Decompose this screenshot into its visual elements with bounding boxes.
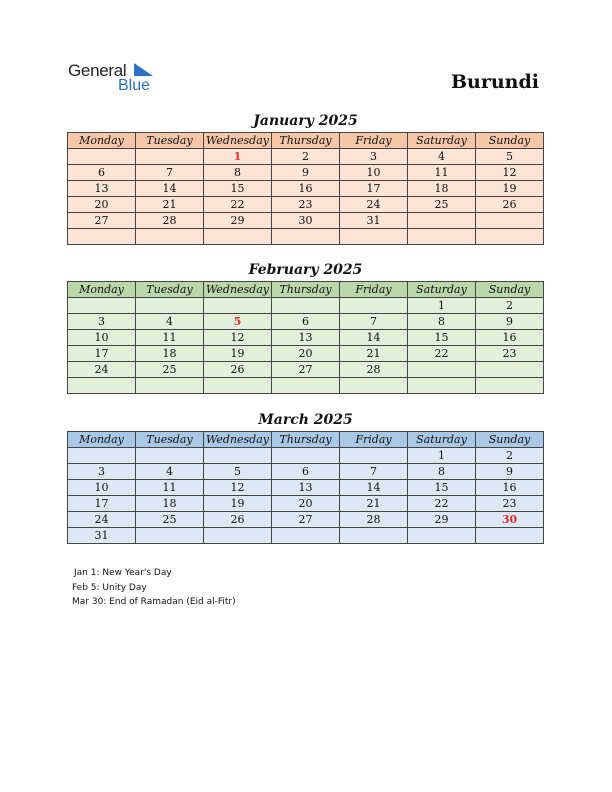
day-cell: 2: [272, 149, 340, 165]
week-row: [68, 464, 544, 480]
empty-day-cell: [204, 298, 272, 314]
day-cell: 1: [408, 298, 476, 314]
day-cell: 7: [340, 464, 408, 480]
week-row: [68, 362, 544, 378]
empty-day-cell: [136, 298, 204, 314]
day-cell: 24: [68, 512, 136, 528]
day-cell: 17: [68, 496, 136, 512]
empty-day-cell: [408, 362, 476, 378]
day-cell: 20: [68, 197, 136, 213]
day-cell: 23: [476, 496, 544, 512]
day-cell: 14: [340, 330, 408, 346]
weekday-header: Thursday: [272, 432, 340, 448]
weekday-header: Monday: [68, 432, 136, 448]
empty-day-cell: [68, 149, 136, 165]
brand-general-text: General: [68, 61, 127, 80]
day-cell: 13: [68, 181, 136, 197]
empty-day-cell: [340, 229, 408, 245]
week-row: [68, 512, 544, 528]
month-march: [67, 411, 544, 544]
weekday-header-row: [68, 133, 544, 149]
day-cell: 29: [204, 213, 272, 229]
weekday-header-row: [68, 432, 544, 448]
brand-blue-text: Blue: [118, 77, 151, 94]
day-cell: 27: [68, 213, 136, 229]
day-cell: 11: [408, 165, 476, 181]
holiday-day-cell: 5: [204, 314, 272, 330]
day-cell: 22: [408, 346, 476, 362]
empty-day-cell: [68, 229, 136, 245]
week-row: [68, 314, 544, 330]
day-cell: 5: [476, 149, 544, 165]
weekday-header: Tuesday: [136, 432, 204, 448]
empty-day-cell: [136, 528, 204, 544]
day-cell: 4: [136, 314, 204, 330]
day-cell: 27: [272, 512, 340, 528]
day-cell: 19: [204, 346, 272, 362]
empty-day-cell: [272, 298, 340, 314]
day-cell: 16: [476, 480, 544, 496]
weekday-header: Thursday: [272, 282, 340, 298]
week-row: [68, 378, 544, 394]
day-cell: 8: [408, 464, 476, 480]
empty-day-cell: [408, 528, 476, 544]
month-title: March 2025: [258, 412, 353, 428]
day-cell: 22: [408, 496, 476, 512]
holiday-note: Feb 5: Unity Day: [72, 582, 147, 593]
day-cell: 22: [204, 197, 272, 213]
weekday-header: Sunday: [476, 432, 544, 448]
day-cell: 19: [204, 496, 272, 512]
day-cell: 31: [340, 213, 408, 229]
holiday-note: Mar 30: End of Ramadan (Eid al-Fitr): [72, 597, 236, 607]
empty-day-cell: [272, 378, 340, 394]
empty-day-cell: [340, 448, 408, 464]
empty-day-cell: [204, 229, 272, 245]
weekday-header: Wednesday: [204, 432, 272, 448]
week-row: [68, 213, 544, 229]
empty-day-cell: [476, 213, 544, 229]
week-row: [68, 346, 544, 362]
day-cell: 10: [68, 330, 136, 346]
day-cell: 9: [476, 464, 544, 480]
day-cell: 15: [408, 480, 476, 496]
month-january: [67, 112, 544, 245]
day-cell: 13: [272, 330, 340, 346]
day-cell: 20: [272, 346, 340, 362]
month-february: [67, 261, 544, 394]
holiday-notes: [74, 566, 236, 610]
day-cell: 4: [408, 149, 476, 165]
day-cell: 15: [204, 181, 272, 197]
empty-day-cell: [340, 378, 408, 394]
day-cell: 25: [408, 197, 476, 213]
calendar-table: [67, 431, 544, 544]
day-cell: 8: [408, 314, 476, 330]
week-row: [68, 528, 544, 544]
day-cell: 28: [340, 362, 408, 378]
day-cell: 15: [408, 330, 476, 346]
weekday-header: Friday: [340, 432, 408, 448]
day-cell: 14: [136, 181, 204, 197]
empty-day-cell: [136, 229, 204, 245]
day-cell: 29: [408, 512, 476, 528]
month-title: January 2025: [253, 113, 358, 129]
day-cell: 23: [272, 197, 340, 213]
empty-day-cell: [408, 229, 476, 245]
day-cell: 10: [340, 165, 408, 181]
day-cell: 18: [136, 496, 204, 512]
weekday-header: Sunday: [476, 282, 544, 298]
day-cell: 23: [476, 346, 544, 362]
empty-day-cell: [204, 528, 272, 544]
weekday-header: Saturday: [408, 432, 476, 448]
day-cell: 21: [340, 496, 408, 512]
week-row: [68, 298, 544, 314]
weekday-header: Tuesday: [136, 282, 204, 298]
day-cell: 25: [136, 512, 204, 528]
day-cell: 16: [272, 181, 340, 197]
day-cell: 7: [136, 165, 204, 181]
empty-day-cell: [68, 298, 136, 314]
empty-day-cell: [408, 378, 476, 394]
weekday-header: Saturday: [408, 133, 476, 149]
week-row: [68, 330, 544, 346]
empty-day-cell: [136, 149, 204, 165]
day-cell: 18: [136, 346, 204, 362]
day-cell: 4: [136, 464, 204, 480]
day-cell: 3: [68, 314, 136, 330]
empty-day-cell: [476, 378, 544, 394]
day-cell: 11: [136, 480, 204, 496]
weekday-header: Friday: [340, 282, 408, 298]
day-cell: 26: [476, 197, 544, 213]
day-cell: 28: [340, 512, 408, 528]
calendar-table: [67, 281, 544, 394]
day-cell: 10: [68, 480, 136, 496]
empty-day-cell: [340, 298, 408, 314]
empty-day-cell: [272, 448, 340, 464]
brand-logo: [68, 60, 168, 100]
day-cell: 3: [68, 464, 136, 480]
day-cell: 3: [340, 149, 408, 165]
day-cell: 25: [136, 362, 204, 378]
day-cell: 21: [340, 346, 408, 362]
day-cell: 31: [68, 528, 136, 544]
day-cell: 24: [340, 197, 408, 213]
day-cell: 8: [204, 165, 272, 181]
weekday-header-row: [68, 282, 544, 298]
day-cell: 12: [204, 330, 272, 346]
empty-day-cell: [408, 213, 476, 229]
day-cell: 16: [476, 330, 544, 346]
empty-day-cell: [136, 448, 204, 464]
day-cell: 19: [476, 181, 544, 197]
empty-day-cell: [476, 528, 544, 544]
empty-day-cell: [136, 378, 204, 394]
day-cell: 6: [272, 314, 340, 330]
weekday-header: Wednesday: [204, 133, 272, 149]
day-cell: 9: [272, 165, 340, 181]
day-cell: 6: [272, 464, 340, 480]
day-cell: 26: [204, 362, 272, 378]
day-cell: 17: [340, 181, 408, 197]
day-cell: 26: [204, 512, 272, 528]
day-cell: 28: [136, 213, 204, 229]
holiday-day-cell: 1: [204, 149, 272, 165]
day-cell: 7: [340, 314, 408, 330]
week-row: [68, 496, 544, 512]
day-cell: 18: [408, 181, 476, 197]
day-cell: 17: [68, 346, 136, 362]
weekday-header: Friday: [340, 133, 408, 149]
empty-day-cell: [340, 528, 408, 544]
month-title: February 2025: [248, 262, 363, 278]
holiday-note: Jan 1: New Year's Day: [74, 568, 172, 578]
week-row: [68, 480, 544, 496]
empty-day-cell: [204, 378, 272, 394]
empty-day-cell: [68, 448, 136, 464]
weekday-header: Monday: [68, 282, 136, 298]
empty-day-cell: [68, 378, 136, 394]
week-row: [68, 448, 544, 464]
day-cell: 11: [136, 330, 204, 346]
empty-day-cell: [272, 229, 340, 245]
day-cell: 20: [272, 496, 340, 512]
week-row: [68, 229, 544, 245]
day-cell: 27: [272, 362, 340, 378]
day-cell: 12: [204, 480, 272, 496]
day-cell: 1: [408, 448, 476, 464]
weekday-header: Sunday: [476, 133, 544, 149]
day-cell: 2: [476, 448, 544, 464]
weekday-header: Monday: [68, 133, 136, 149]
empty-day-cell: [476, 229, 544, 245]
weekday-header: Wednesday: [204, 282, 272, 298]
week-row: [68, 181, 544, 197]
day-cell: 12: [476, 165, 544, 181]
weekday-header: Thursday: [272, 133, 340, 149]
day-cell: 14: [340, 480, 408, 496]
weekday-header: Tuesday: [136, 133, 204, 149]
day-cell: 24: [68, 362, 136, 378]
day-cell: 13: [272, 480, 340, 496]
day-cell: 30: [272, 213, 340, 229]
calendar-table: [67, 132, 544, 245]
country-title: Burundi: [450, 71, 539, 93]
day-cell: 6: [68, 165, 136, 181]
week-row: [68, 197, 544, 213]
day-cell: 5: [204, 464, 272, 480]
day-cell: 9: [476, 314, 544, 330]
week-row: [68, 165, 544, 181]
triangle-flag-icon: [134, 63, 154, 77]
week-row: [68, 149, 544, 165]
day-cell: 2: [476, 298, 544, 314]
day-cell: 21: [136, 197, 204, 213]
empty-day-cell: [272, 528, 340, 544]
empty-day-cell: [476, 362, 544, 378]
holiday-day-cell: 30: [476, 512, 544, 528]
empty-day-cell: [204, 448, 272, 464]
weekday-header: Saturday: [408, 282, 476, 298]
